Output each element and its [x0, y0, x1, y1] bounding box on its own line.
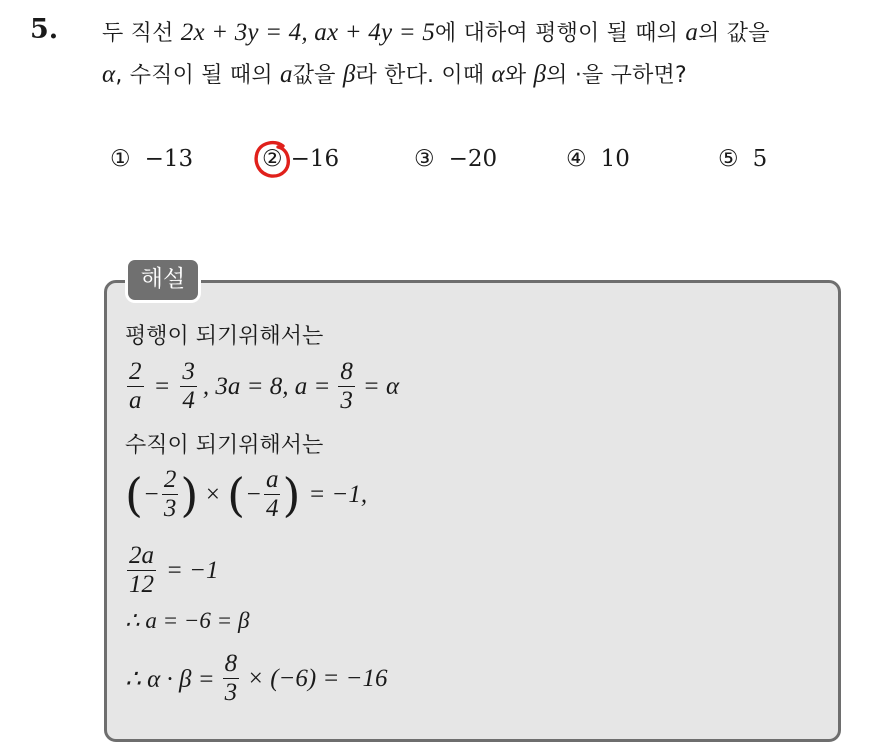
- line-equations: 2x + 3y = 4, ax + 4y = 5: [180, 19, 435, 46]
- question-number: 5.: [30, 14, 59, 45]
- var-alpha: α: [491, 61, 505, 88]
- var-alpha: α: [102, 61, 116, 88]
- parallel-text: 평행이 되기위해서는: [125, 324, 324, 349]
- var-a: a: [280, 61, 293, 88]
- perpendicular-equation: ( − $\frac{2}{3}$ ) × ( − $\frac{a}{4}$ ) = −1,: [125, 466, 368, 522]
- choice-value: −16: [290, 146, 340, 172]
- question-text: 두 직선: [102, 21, 181, 46]
- var-beta: β: [533, 61, 547, 88]
- choice-4[interactable]: [566, 146, 630, 172]
- beta-result: ∴ a = −6 = β: [125, 608, 250, 633]
- choice-1[interactable]: [110, 146, 193, 172]
- choice-3[interactable]: [414, 146, 497, 172]
- choice-number: ②: [262, 146, 283, 172]
- answer-circle-mark: [253, 139, 293, 179]
- question-text: 의 ·을 구하면?: [546, 63, 687, 88]
- question-line-2: [102, 58, 687, 89]
- fraction-equation: $\frac{2a}{12}$ = −1: [129, 542, 219, 598]
- choice-value: 5: [752, 146, 768, 172]
- solution-tab: 해설: [128, 260, 198, 300]
- parallel-equation: $\frac{2}{a}$ = $\frac{3}{4}$ , 3a = 8, a = $\frac{8}{3}$ = α: [129, 358, 400, 414]
- question-line-1: [102, 16, 770, 47]
- question-text: 의 값을: [698, 21, 770, 46]
- question-text: 라 한다. 이때: [355, 63, 492, 88]
- choice-number: ④: [566, 146, 587, 172]
- choice-value: −13: [144, 146, 194, 172]
- choice-value: 10: [600, 146, 630, 172]
- question-text: , 수직이 될 때의: [115, 63, 281, 88]
- choice-number: ⑤: [718, 146, 739, 172]
- var-a: a: [685, 19, 699, 46]
- choice-number: ③: [414, 146, 435, 172]
- question-text: 와: [504, 63, 534, 88]
- final-result: ∴ α · β = $\frac{8}{3}$ × (−6) = −16: [125, 650, 388, 706]
- question-text: 값을: [292, 63, 343, 88]
- choice-value: −20: [448, 146, 498, 172]
- choice-number: ①: [110, 146, 131, 172]
- perpendicular-text: 수직이 되기위해서는: [125, 433, 324, 458]
- question-text: 에 대하여 평행이 될 때의: [434, 21, 686, 46]
- var-beta: β: [342, 61, 356, 88]
- choice-5[interactable]: [718, 146, 767, 172]
